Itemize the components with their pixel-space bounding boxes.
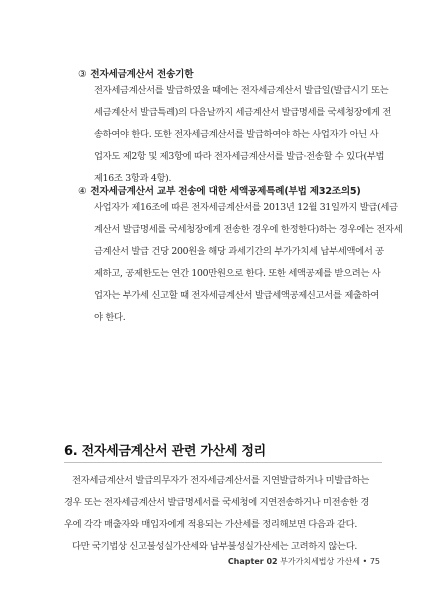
page-number: 75 bbox=[369, 557, 380, 566]
paragraph-line: 우에 각각 매출자와 매입자에게 적용되는 가산세를 정리해보면 다음과 같다. bbox=[64, 519, 358, 530]
paragraph-line: 다만 국기법상 신고불성실가산세와 납부불성실가산세는 고려하지 않는다. bbox=[72, 541, 358, 552]
footer-chapter: Chapter 02 bbox=[227, 557, 278, 566]
heading-divider bbox=[64, 462, 382, 463]
paragraph-line: 전자세금계산서를 발급하였을 때에는 전자세금계산서 발급일(발급시기 또는 bbox=[94, 85, 389, 96]
paragraph-line: 전자세금계산서 발급의무자가 전자세금계산서를 지연발급하거나 미발급하는 bbox=[72, 475, 370, 486]
section-4-paragraph bbox=[94, 197, 402, 329]
section-4-heading bbox=[78, 183, 361, 197]
section-3-heading bbox=[78, 66, 193, 80]
paragraph-line: 송하여야 한다. 또한 전자세금계산서를 발급하여야 하는 사업자가 아닌 사 bbox=[94, 129, 379, 140]
page-footer bbox=[228, 556, 380, 567]
paragraph-line: 야 한다. bbox=[94, 312, 126, 323]
paragraph-line: 제16조 3항과 4항). bbox=[94, 173, 172, 184]
footer-separator: • bbox=[362, 557, 368, 566]
section-4-title: 전자세금계산서 교부 전송에 대한 세액공제특례(부법 제32조의5) bbox=[90, 186, 361, 197]
paragraph-line: 금계산서 발급 건당 200원을 해당 과세기간의 부가가치세 납부세액에서 공 bbox=[94, 246, 384, 257]
section-4-number: ④ bbox=[78, 186, 87, 197]
footer-title: 부가가치세법상 가산세 bbox=[280, 557, 360, 566]
section-3-number: ③ bbox=[78, 69, 87, 80]
section-3-title: 전자세금계산서 전송기한 bbox=[90, 69, 194, 80]
paragraph-line: 제하고, 공제한도는 연간 100만원으로 한다. 또한 세액공제를 받으려는 사 bbox=[94, 268, 381, 279]
paragraph-line: 세금계산서 발급특례)의 다음날까지 세금계산서 발급명세를 국세청장에게 전 bbox=[94, 107, 392, 118]
section-3-paragraph bbox=[94, 80, 391, 190]
paragraph-line: 업자는 부가세 신고할 때 전자세금계산서 발급세액공제신고서를 제출하여 bbox=[94, 290, 380, 301]
paragraph-line: 업자도 제2항 및 제3항에 따라 전자세금계산서를 발급·전송할 수 있다(부법 bbox=[94, 151, 385, 162]
paragraph-line: 계산서 발급명세를 국세청장에게 전송한 경우에 한정한다)하는 경우에는 전자세 bbox=[94, 224, 403, 235]
section-6-heading: 6. 전자세금계산서 관련 가산세 정리 bbox=[64, 444, 266, 459]
paragraph-line: 사업자가 제16조에 따른 전자세금계산서를 2013년 12월 31일까지 발급(세금 bbox=[94, 202, 398, 213]
section-6-paragraph bbox=[64, 470, 369, 558]
paragraph-line: 경우 또는 전자세금계산서 발급명세서를 국세청에 지연전송하거나 미전송한 경 bbox=[64, 497, 370, 508]
